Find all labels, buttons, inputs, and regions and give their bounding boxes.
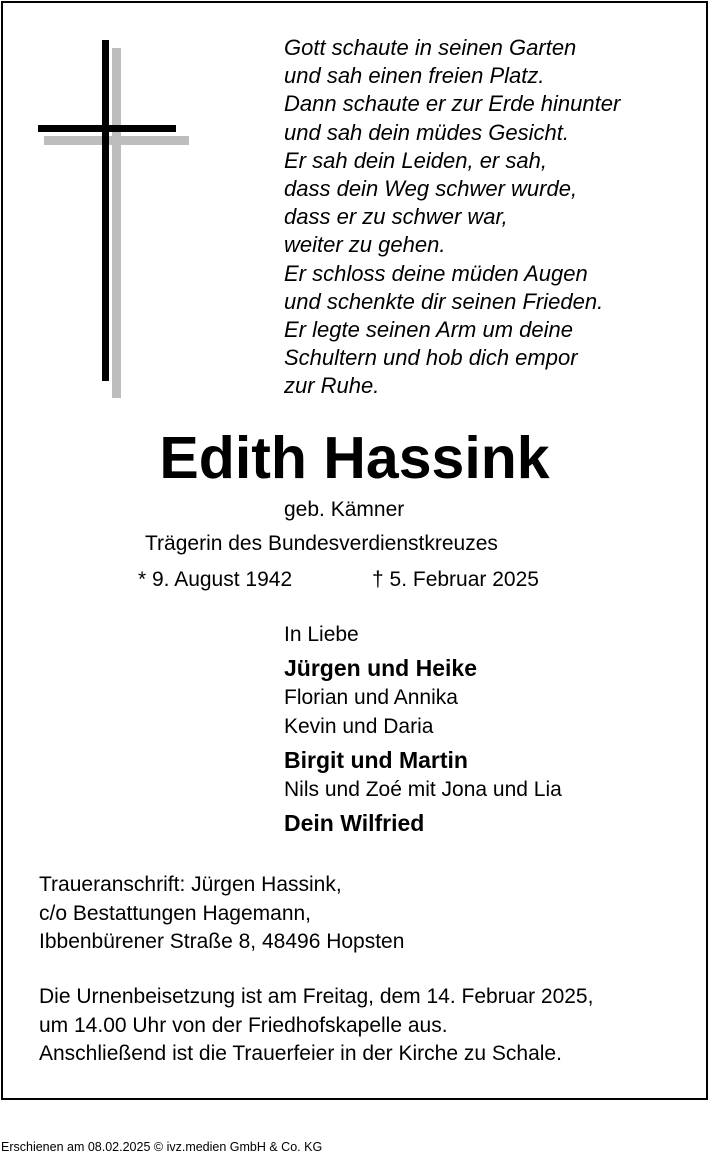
poem-line: weiter zu gehen. — [284, 232, 446, 258]
poem-line: Er sah dein Leiden, er sah, — [284, 147, 547, 173]
mourner-group-head: Jürgen und Heike — [284, 655, 477, 681]
address-line: Traueranschrift: Jürgen Hassink, — [39, 873, 342, 896]
poem — [284, 34, 694, 401]
deceased-name: Edith Hassink — [159, 425, 550, 491]
honor-line: Trägerin des Bundesverdienstkreuzes — [145, 532, 498, 555]
poem-line: zur Ruhe. — [284, 373, 380, 399]
poem-line: und sah dein müdes Gesicht. — [284, 119, 569, 145]
poem-line: dass er zu schwer war, — [284, 204, 508, 230]
mourner-group-head: Birgit und Martin — [284, 747, 468, 773]
death-date: † 5. Februar 2025 — [372, 568, 539, 591]
poem-line: Schultern und hob dich empor — [284, 345, 578, 371]
address-line: Ibbenbürener Straße 8, 48496 Hopsten — [39, 930, 405, 953]
announcement-line: Anschließend ist die Trauerfeier in der Kirche zu Schale. — [39, 1042, 562, 1065]
birth-date: * 9. August 1942 — [138, 568, 293, 591]
publication-footer: Erschienen am 08.02.2025 © ivz.medien GmbH & Co. KG — [1, 1140, 323, 1154]
funeral-announcement — [39, 983, 699, 1069]
maiden-name: geb. Kämner — [284, 498, 405, 521]
poem-line: und schenkte dir seinen Frieden. — [284, 288, 604, 314]
poem-line: Dann schaute er zur Erde hinunter — [284, 91, 621, 117]
poem-line: Er schloss deine müden Augen — [284, 260, 588, 286]
mourner-member: Florian und Annika — [284, 686, 458, 709]
poem-line: und sah einen freien Platz. — [284, 63, 545, 89]
mourners-intro: In Liebe — [284, 623, 359, 646]
poem-line: Gott schaute in seinen Garten — [284, 35, 577, 60]
mourning-address — [39, 871, 679, 957]
announcement-line: um 14.00 Uhr von der Friedhofskapelle aus. — [39, 1013, 448, 1037]
mourners-list — [284, 620, 694, 838]
poem-line: dass dein Weg schwer wurde, — [284, 176, 578, 202]
announcement-line: Die Urnenbeisetzung ist am Freitag, dem 14. Februar 2025, — [39, 985, 594, 1008]
mourner-member: Kevin und Daria — [284, 715, 434, 738]
address-line: c/o Bestattungen Hagemann, — [39, 901, 312, 925]
mourner-group-head: Dein Wilfried — [284, 810, 425, 836]
mourner-member: Nils und Zoé mit Jona und Lia — [284, 778, 562, 801]
cross-icon — [36, 40, 192, 400]
poem-line: Er legte seinen Arm um deine — [284, 317, 573, 343]
